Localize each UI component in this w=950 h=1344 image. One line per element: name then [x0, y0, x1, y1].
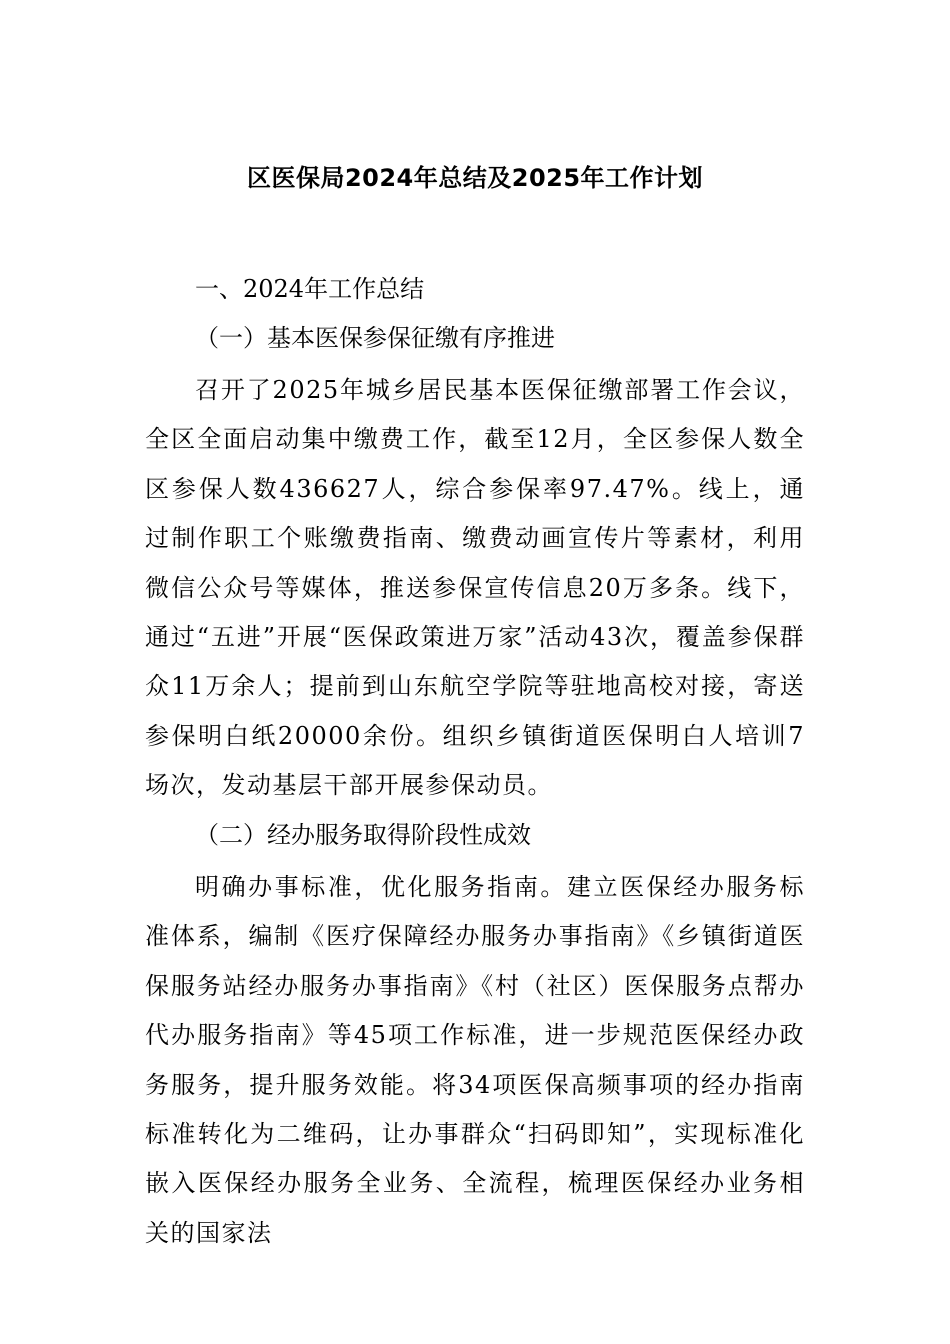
- subsection-heading-service-results: （二）经办服务取得阶段性成效: [195, 821, 531, 849]
- paragraph-service-standards: 明确办事标准，优化服务指南。建立医保经办服务标准体系，编制《医疗保障经办服务办事指南》《乡镇街道医保服务站经办服务办事指南》《村（社区）医保服务点帮办代办服务指南》等45项工作标准，进一步规范医保经办政务服务，提升服务效能。将34项医保高频事项的经办指南标准转化为二维码，让办事群众“扫码即知”，实现标准化嵌入医保经办服务全业务、全流程，梳理医保经办业务相关的国家法: [145, 873, 805, 1247]
- subsection-heading-insurance-enrollment: （一）基本医保参保征缴有序推进: [195, 324, 555, 352]
- document-title: 区医保局2024年总结及2025年工作计划: [246, 164, 704, 192]
- paragraph-insurance-enrollment: 召开了2025年城乡居民基本医保征缴部署工作会议，全区全面启动集中缴费工作，截至12月，全区参保人数全区参保人数436627人，综合参保率97.47%。线上，通过制作职工个账缴费指南、缴费动画宣传片等素材，利用微信公众号等媒体，推送参保宣传信息20万多条。线下，通过“五进”开展“医保政策进万家”活动43次，覆盖参保群众11万余人；提前到山东航空学院等驻地高校对接，寄送参保明白纸20000余份。组织乡镇街道医保明白人培训7场次，发动基层干部开展参保动员。: [145, 376, 805, 800]
- section-heading-2024-summary: 一、2024年工作总结: [195, 275, 425, 303]
